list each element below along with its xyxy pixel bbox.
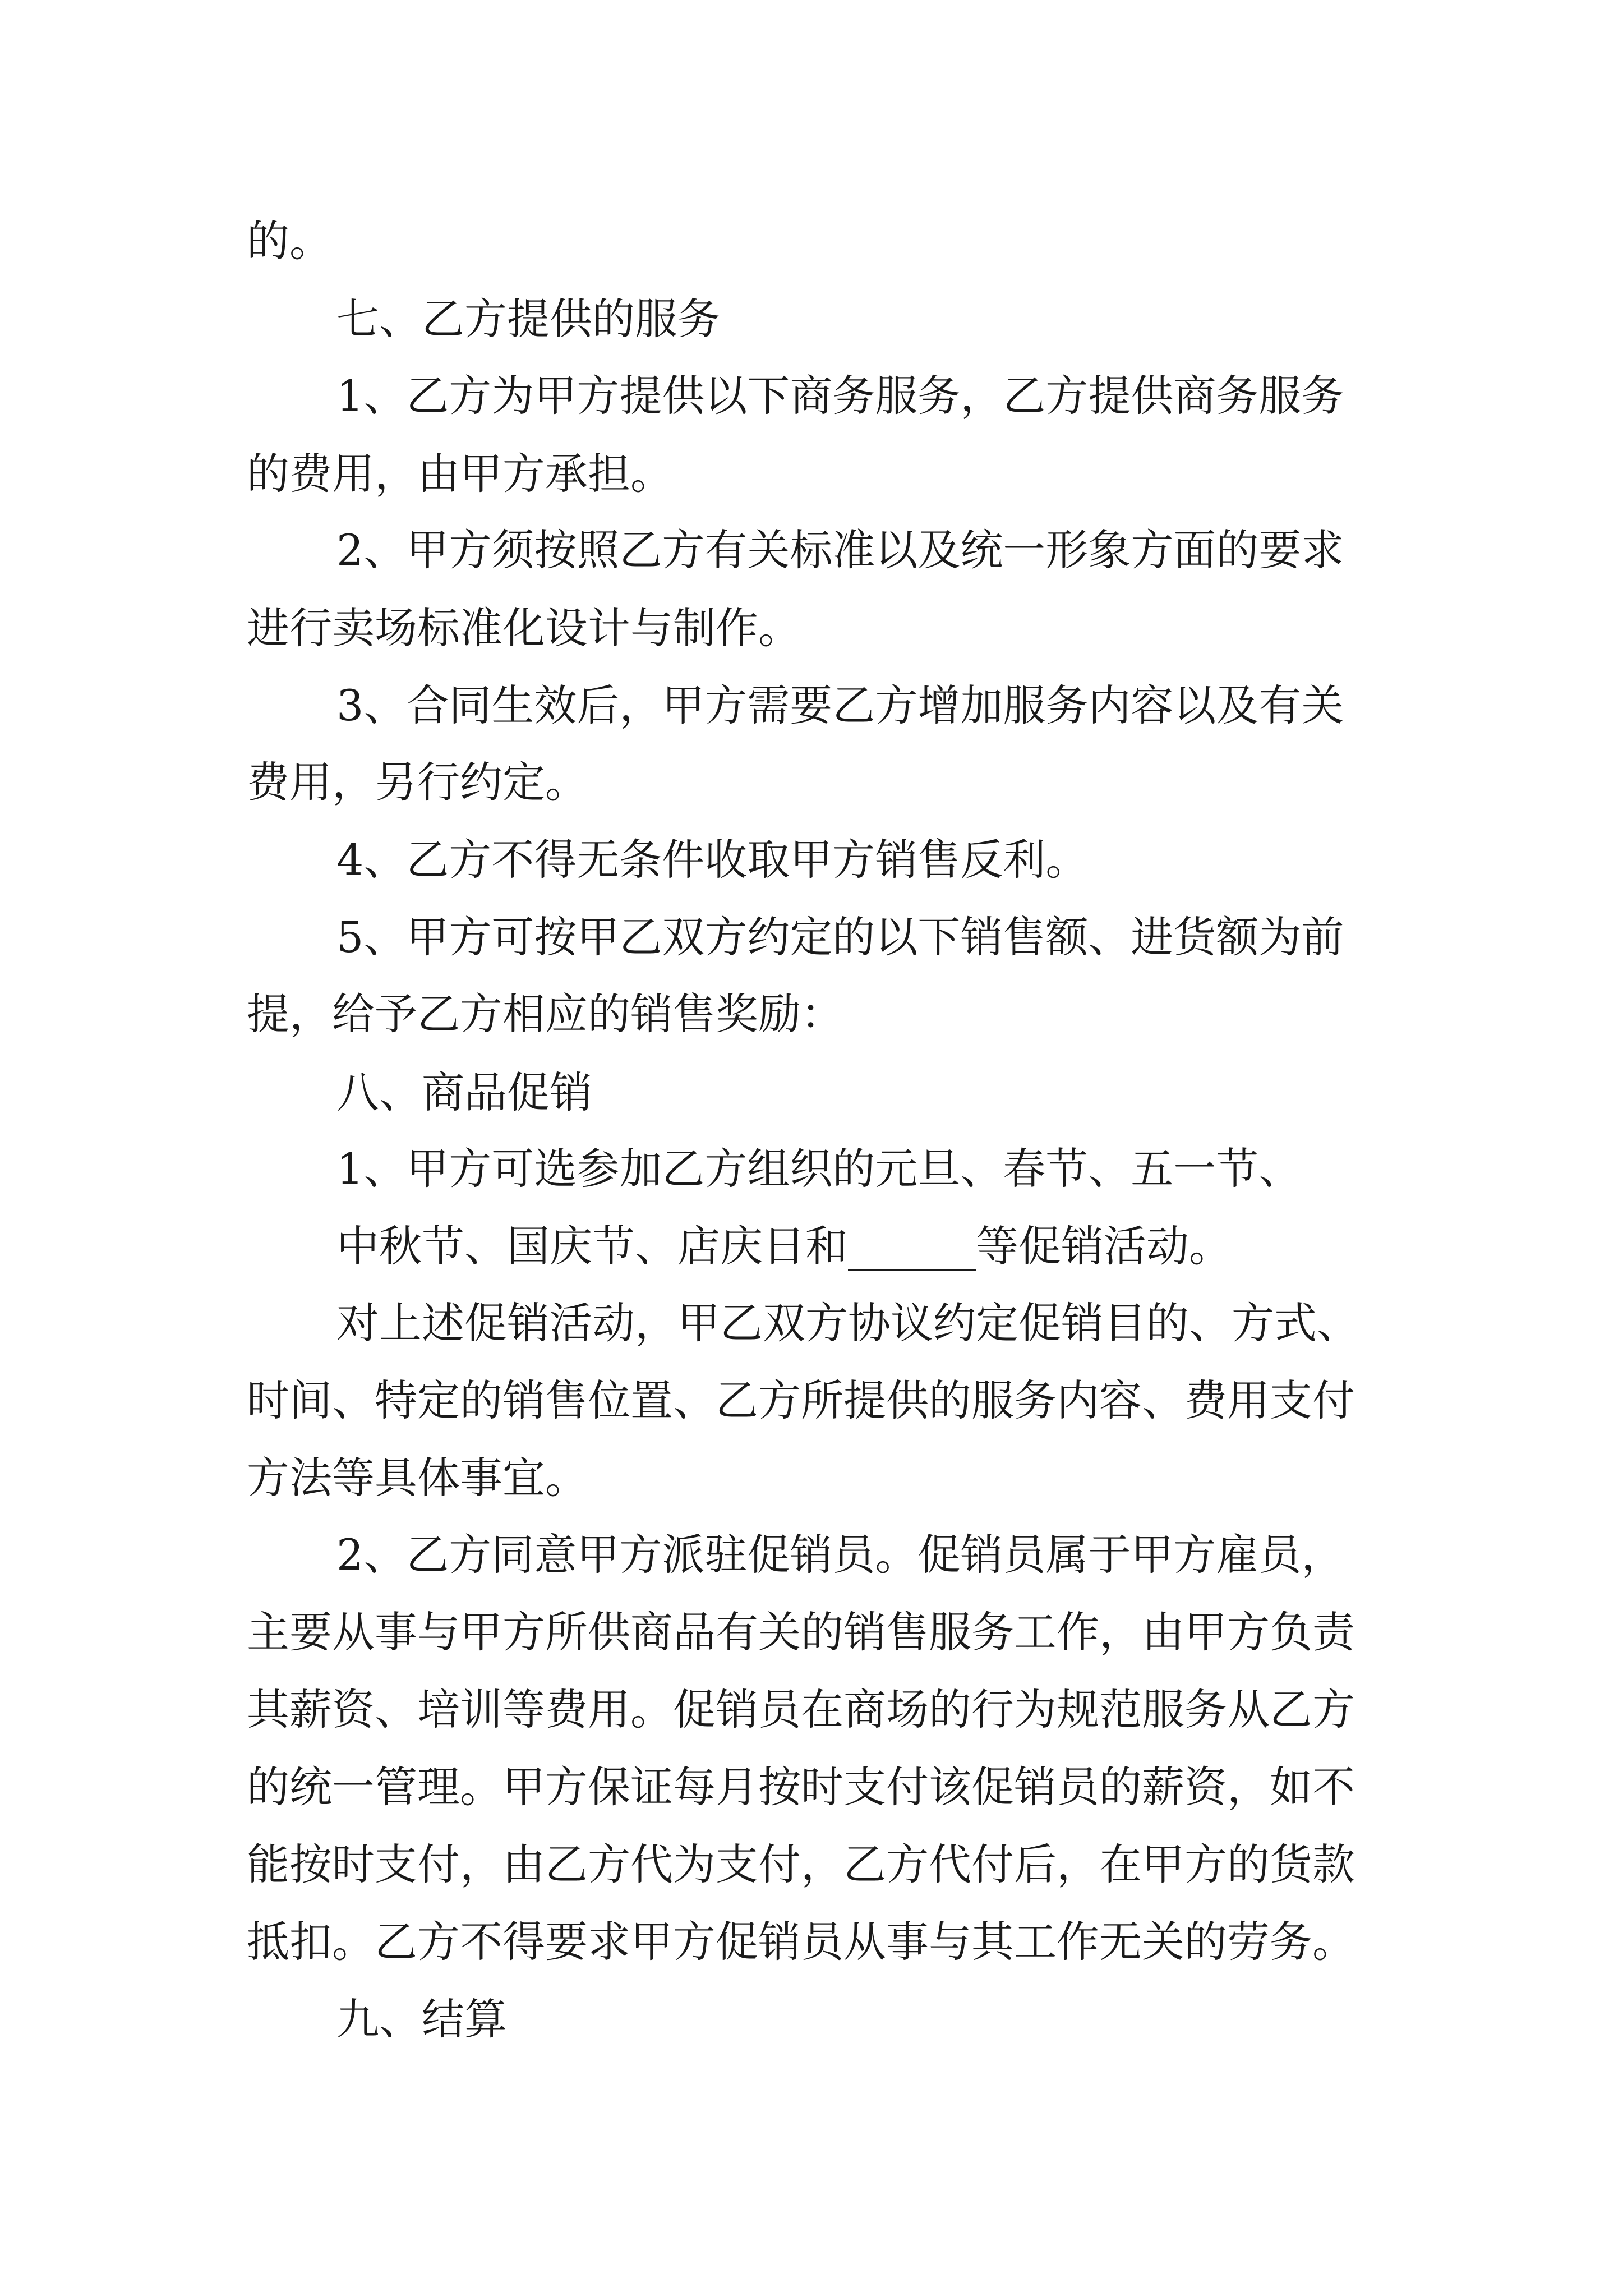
text-line: 能按时支付，由乙方代为支付，乙方代付后，在甲方的货款: [247, 1839, 1355, 1889]
text-line: 5、甲方可按甲乙双方约定的以下销售额、进货额为前: [336, 912, 1344, 962]
text-line: 2、甲方须按照乙方有关标准以及统一形象方面的要求: [336, 525, 1344, 575]
text-line: 的统一管理。甲方保证每月按时支付该促销员的薪资，如不: [247, 1762, 1355, 1812]
text-line: 中秋节、国庆节、店庆日和______等促销活动。: [336, 1221, 1232, 1271]
text-line: 提，给予乙方相应的销售奖励：: [247, 989, 843, 1039]
text-line: 4、乙方不得无条件收取甲方销售反利。: [336, 835, 1089, 885]
text-line: 方法等具体事宜。: [247, 1453, 588, 1503]
section-heading: 八、商品促销: [336, 1068, 592, 1117]
text-line: 的费用，由甲方承担。: [247, 449, 673, 499]
text-line: 2、乙方同意甲方派驻促销员。促销员属于甲方雇员，: [336, 1530, 1344, 1580]
text-line: 3、合同生效后，甲方需要乙方增加服务内容以及有关: [336, 680, 1344, 730]
text-line: 主要从事与甲方所供商品有关的销售服务工作，由甲方负责: [247, 1607, 1355, 1657]
section-heading: 九、结算: [336, 1994, 507, 2044]
text-line: 费用，另行约定。: [247, 757, 588, 807]
text-line: 时间、特定的销售位置、乙方所提供的服务内容、费用支付: [247, 1375, 1355, 1425]
text-line: 1、乙方为甲方提供以下商务服务，乙方提供商务服务: [336, 371, 1344, 421]
text-line: 抵扣。乙方不得要求甲方促销员从事与其工作无关的劳务。: [247, 1917, 1355, 1967]
text-line: 进行卖场标准化设计与制作。: [247, 603, 801, 653]
text-line: 1、甲方可选参加乙方组织的元旦、春节、五一节、: [336, 1144, 1302, 1194]
text-line: 的。: [247, 216, 332, 266]
text-line: 对上述促销活动，甲乙双方协议约定促销目的、方式、: [336, 1298, 1359, 1348]
text-line: 其薪资、培训等费用。促销员在商场的行为规范服务从乙方: [247, 1685, 1355, 1734]
section-heading: 七、乙方提供的服务: [336, 294, 720, 344]
